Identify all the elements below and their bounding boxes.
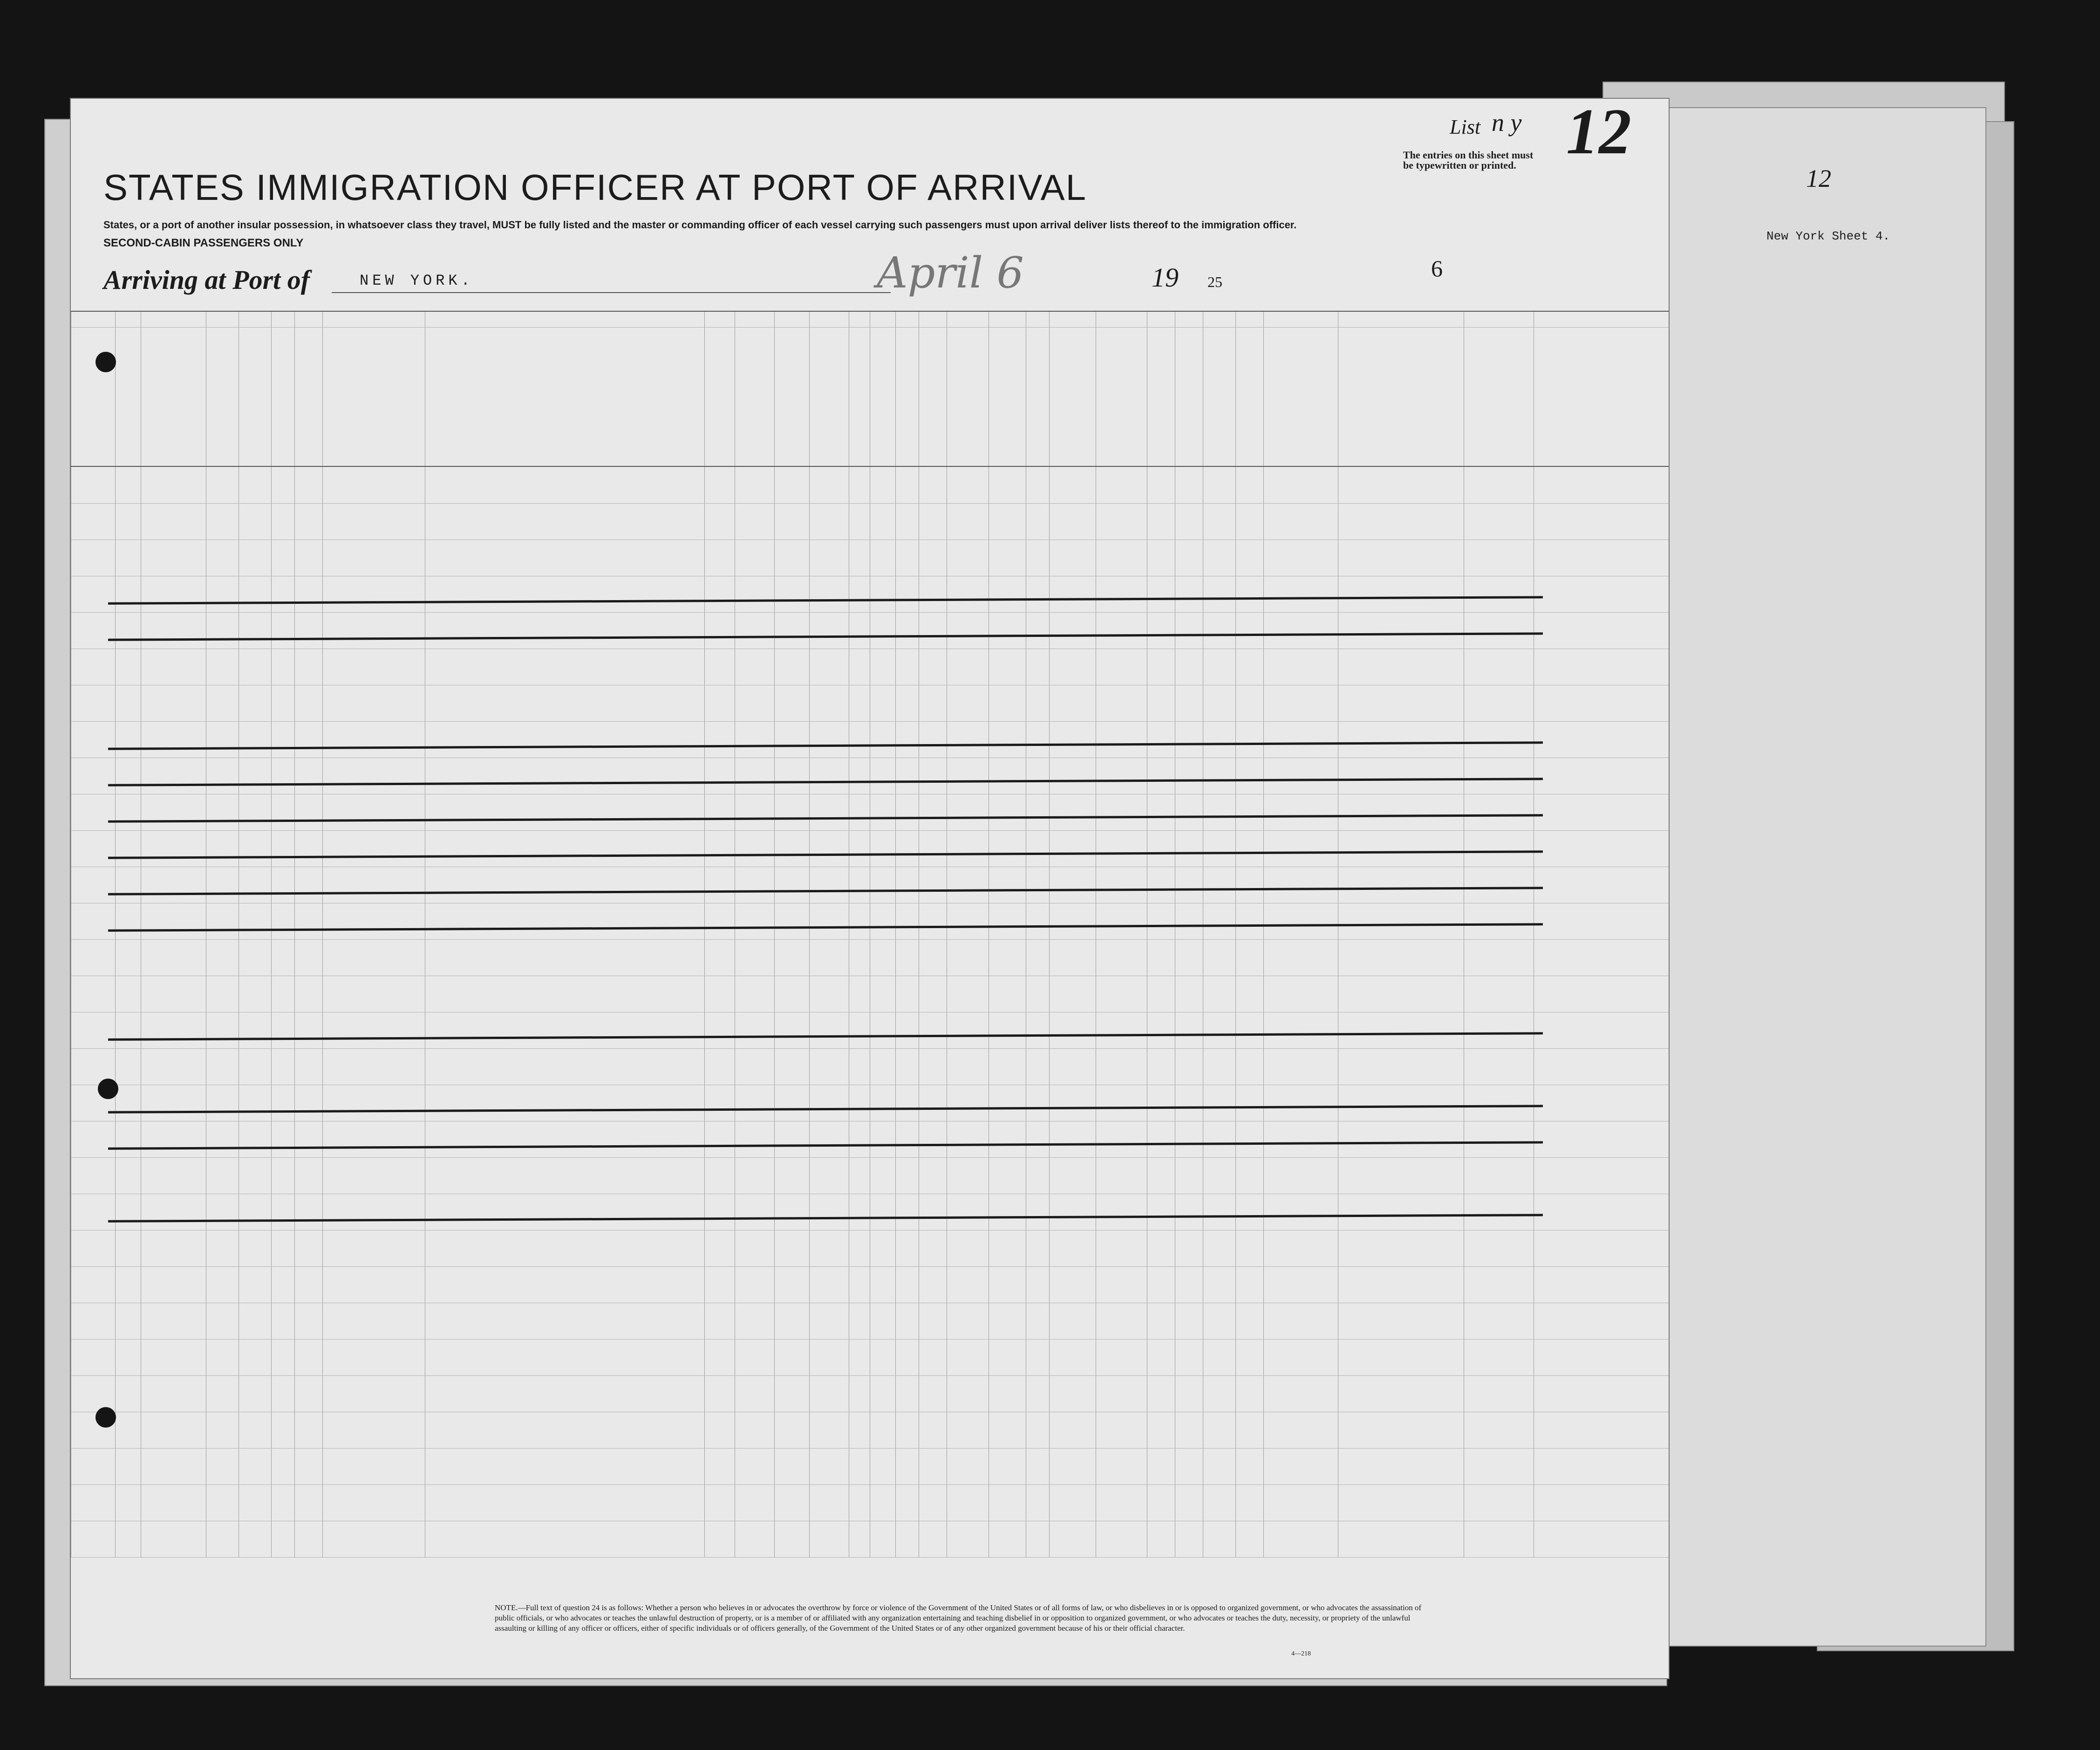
table-row — [71, 540, 1669, 576]
list-label: List — [1450, 116, 1481, 138]
table-row — [71, 1048, 1669, 1085]
table-row — [71, 1157, 1669, 1194]
manifest-sheet — [70, 98, 1670, 1679]
strikethrough-line — [108, 923, 1543, 931]
punch-hole — [98, 1079, 118, 1099]
row-rule — [71, 1484, 1669, 1485]
table-row — [71, 1012, 1669, 1048]
year-suffix: 25 — [1207, 273, 1222, 290]
table-row — [71, 612, 1669, 649]
arrival-date: April 6 — [877, 248, 1024, 298]
strikethrough-line — [108, 1105, 1543, 1113]
row-rule — [71, 1339, 1669, 1340]
table-row — [71, 830, 1669, 867]
strikethrough-line — [108, 1214, 1543, 1222]
table-row — [71, 976, 1669, 1012]
strikethrough-line — [108, 632, 1543, 641]
table-row — [71, 685, 1669, 721]
table-row — [71, 503, 1669, 540]
strikethrough-line — [108, 887, 1543, 895]
list-number: 12 — [1566, 98, 1631, 168]
table-row — [71, 467, 1669, 503]
arriving-label: Arriving at Port of — [103, 265, 310, 295]
table-row — [71, 1121, 1669, 1157]
table-row — [71, 867, 1669, 903]
strikethrough-line — [108, 1032, 1543, 1040]
year-prefix: 19 — [1152, 262, 1179, 293]
header-rule — [71, 311, 1669, 312]
list-handwritten: n y — [1492, 109, 1522, 137]
header-rule — [71, 327, 1669, 328]
row-rule — [71, 1557, 1669, 1558]
row-rule — [71, 1375, 1669, 1376]
form-instruction: States, or a port of another insular possession, in whatsoever class they travel, MUST be fully listed and the master or commanding officer of each vessel carrying such passengers must upon arrival deliver lists thereof to the immigration officer. — [103, 219, 1297, 231]
punch-hole — [95, 352, 116, 372]
sheet-label: New York Sheet 4. — [1766, 229, 1890, 243]
port-name: NEW YORK. — [360, 272, 474, 289]
footer-note: NOTE.—Full text of question 24 is as follows: Whether a person who believes in or advocates the overthrow by force or violence of the Government of the United States or of all forms of law, or who disbelieves in or is opposed to organized government, or who advocates the assassination of public officials, or who advocates or teaches the unlawful destruction of property, or is a member of or affiliated with any organization entertaining and teaching disbelief in or opposition to organized government, or who advocates or teaches the duty, necessity, or propriety of the unlawful assaulting or killing of any officer or officers, either of specific individuals or of officers generally, of the Government of the United States or of any other organized government because of his or their official character. — [495, 1603, 1422, 1633]
punch-hole — [95, 1407, 116, 1428]
sheet-mark: 6 — [1431, 255, 1443, 281]
form-code: 4—218 — [1291, 1650, 1311, 1657]
table-row — [71, 939, 1669, 976]
table-row — [71, 1230, 1669, 1266]
table-row — [71, 721, 1669, 758]
strikethrough-line — [108, 596, 1543, 604]
strikethrough-line — [108, 850, 1543, 859]
strikethrough-line — [108, 741, 1543, 750]
typewritten-note: The entries on this sheet must be typewritten or printed. — [1403, 149, 1534, 171]
right-flap — [1658, 107, 1986, 1647]
corner-number: 12 — [1806, 164, 1831, 192]
table-row — [71, 1085, 1669, 1121]
strikethrough-line — [108, 778, 1543, 786]
port-underline — [332, 292, 891, 293]
form-title: STATES IMMIGRATION OFFICER AT PORT OF ARRIVAL — [103, 167, 1087, 208]
table-row — [71, 794, 1669, 830]
strikethrough-line — [108, 1141, 1543, 1149]
table-row — [71, 903, 1669, 939]
table-row — [71, 576, 1669, 612]
passenger-class: SECOND-CABIN PASSENGERS ONLY — [103, 237, 304, 249]
table-row — [71, 1194, 1669, 1230]
table-row — [71, 758, 1669, 794]
strikethrough-line — [108, 814, 1543, 822]
row-rule — [71, 1448, 1669, 1449]
row-rule — [71, 1266, 1669, 1267]
table-row — [71, 649, 1669, 685]
